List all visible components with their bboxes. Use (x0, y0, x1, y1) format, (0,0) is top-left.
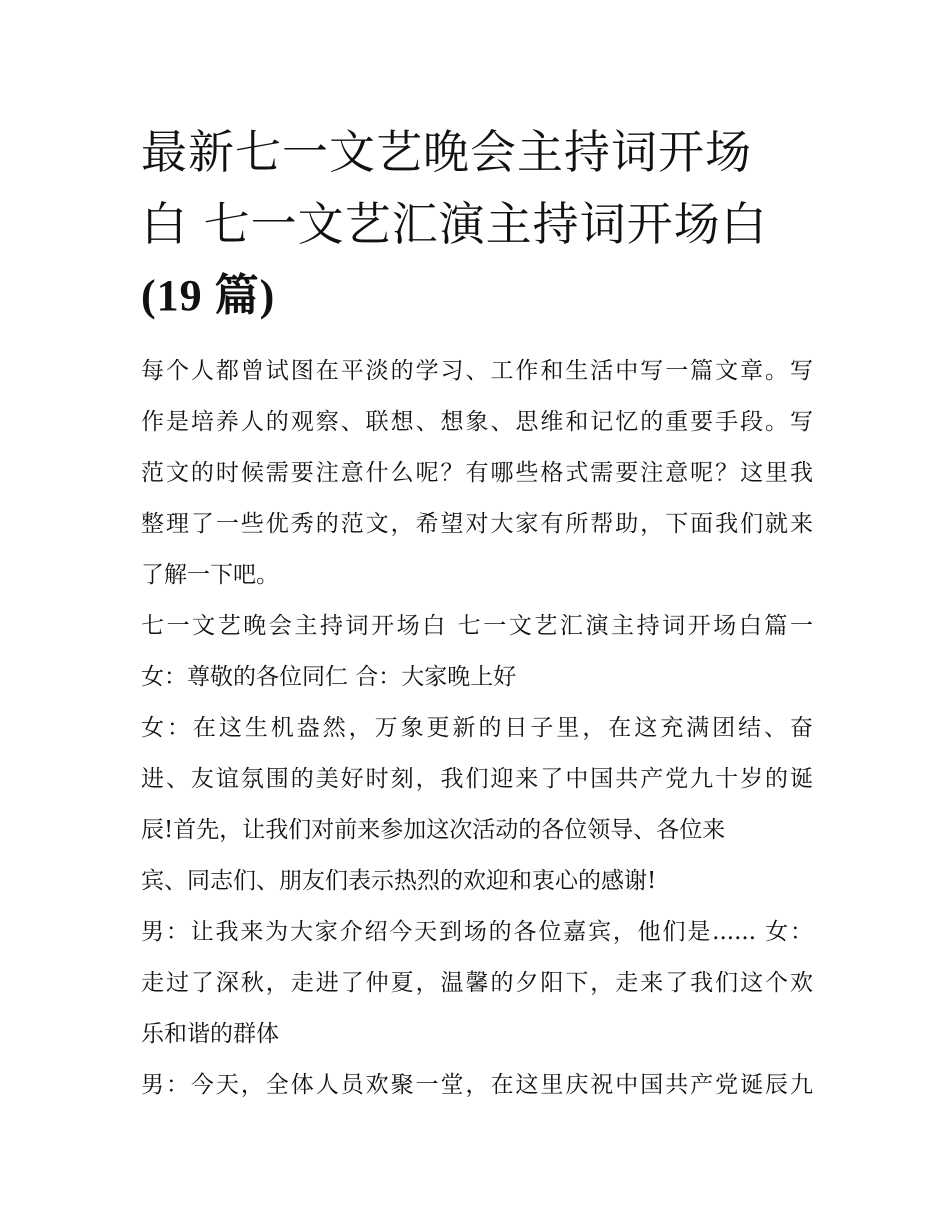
document-content (141, 116, 813, 1111)
body-line-6: 七一文艺晚会主持词开场白 七一文艺汇演主持词开场白篇一 (141, 613, 813, 639)
title-line-3: (19 篇) (141, 271, 276, 320)
body-line-15: 男：今天，全体人员欢聚一堂，在这里庆祝中国共产党诞辰九 (141, 1072, 813, 1098)
body-line-4: 整理了一些优秀的范文，希望对大家有所帮助，下面我们就来 (141, 511, 813, 537)
body-line-12: 男：让我来为大家介绍今天到场的各位嘉宾，他们是...... 女： (141, 919, 813, 945)
body-line-2: 作是培养人的观察、联想、想象、思维和记忆的重要手段。写 (141, 409, 813, 435)
body-line-5: 了解一下吧。 (141, 562, 279, 588)
body-line-9: 进、友谊氛围的美好时刻，我们迎来了中国共产党九十岁的诞 (141, 766, 813, 792)
title-line-1: 最新七一文艺晚会主持词开场 (141, 125, 752, 179)
body-line-14: 乐和谐的群体 (141, 1021, 279, 1047)
body-line-8: 女：在这生机盎然，万象更新的日子里，在这充满团结、奋 (141, 715, 813, 741)
body-line-7: 女：尊敬的各位同仁 合：大家晚上好 (141, 664, 517, 690)
body-line-10: 辰!首先，让我们对前来参加这次活动的各位领导、各位来 (141, 817, 726, 843)
title-line-2: 白 七一文艺汇演主持词开场白 (141, 197, 768, 251)
document-title (141, 116, 813, 332)
document-body (141, 346, 813, 1111)
body-line-13: 走过了深秋，走进了仲夏，温馨的夕阳下，走来了我们这个欢 (141, 970, 813, 996)
body-line-11: 宾、同志们、朋友们表示热烈的欢迎和衷心的感谢! (141, 868, 657, 894)
body-line-1: 每个人都曾试图在平淡的学习、工作和生活中写一篇文章。写 (141, 358, 813, 384)
body-line-3: 范文的时候需要注意什么呢？有哪些格式需要注意呢？这里我 (141, 460, 813, 486)
